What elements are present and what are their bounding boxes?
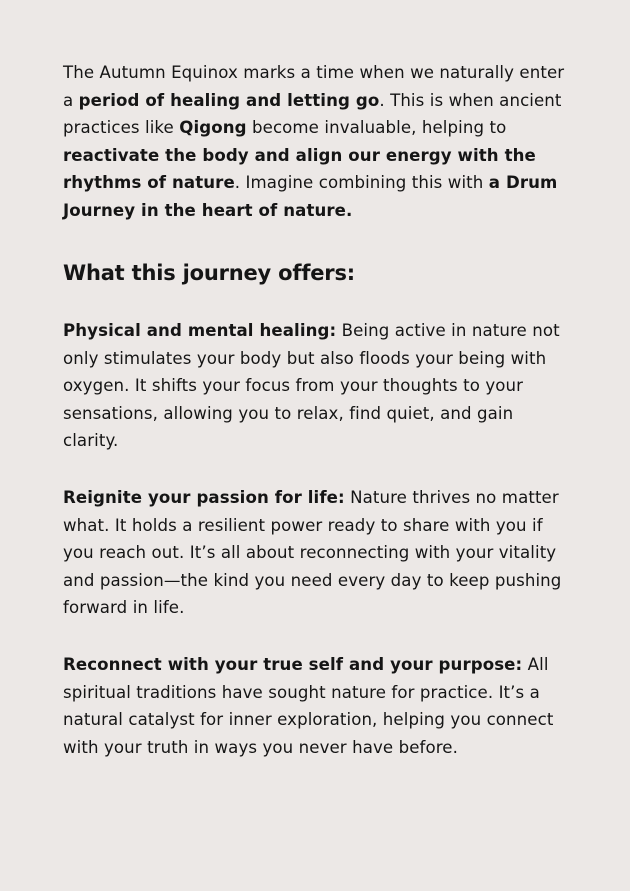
- intro-text-2: . This is when ancient practices like: [63, 90, 562, 138]
- benefit-title: Reconnect with your true self and your purpose:: [63, 655, 523, 674]
- benefit-paragraph-purpose: [63, 651, 573, 761]
- intro-bold-qigong: Qigong: [179, 118, 247, 138]
- benefit-body: Nature thrives no matter what. It holds a resilient power ready to share with you if you reach out. It’s all about reconnecting with your vitality and passion—the kind you need every day to keep pushing forward in life.: [63, 488, 562, 618]
- intro-text-4: . Imagine combining this with: [234, 173, 489, 193]
- intro-bold-reactivate: reactivate the body and align our energy with the rhythms of nature: [63, 145, 536, 193]
- intro-text-1: The Autumn Equinox marks a time when we naturally enter a: [63, 63, 565, 110]
- benefit-body: Being active in nature not only stimulates your body but also floods your being with oxygen. It shifts your focus from your thoughts to your sensations, allowing you to relax, find quiet, and gain clarity.: [63, 321, 560, 451]
- benefit-paragraph-healing: [63, 317, 573, 455]
- benefit-body: All spiritual traditions have sought nature for practice. It’s a natural catalyst for inner exploration, helping you connect with your truth in ways you never have before.: [63, 655, 554, 757]
- intro-bold-drum-journey: a Drum Journey in the heart of nature.: [63, 173, 558, 220]
- benefit-paragraph-passion: [63, 484, 573, 622]
- document-page: [63, 59, 573, 757]
- intro-bold-healing: period of healing and letting go: [78, 90, 380, 110]
- section-heading: What this journey offers:: [63, 261, 355, 285]
- benefit-title: Physical and mental healing:: [63, 321, 337, 340]
- intro-paragraph: [63, 59, 573, 225]
- intro-text-3: become invaluable, helping to: [246, 118, 507, 138]
- benefit-title: Reignite your passion for life:: [63, 488, 345, 507]
